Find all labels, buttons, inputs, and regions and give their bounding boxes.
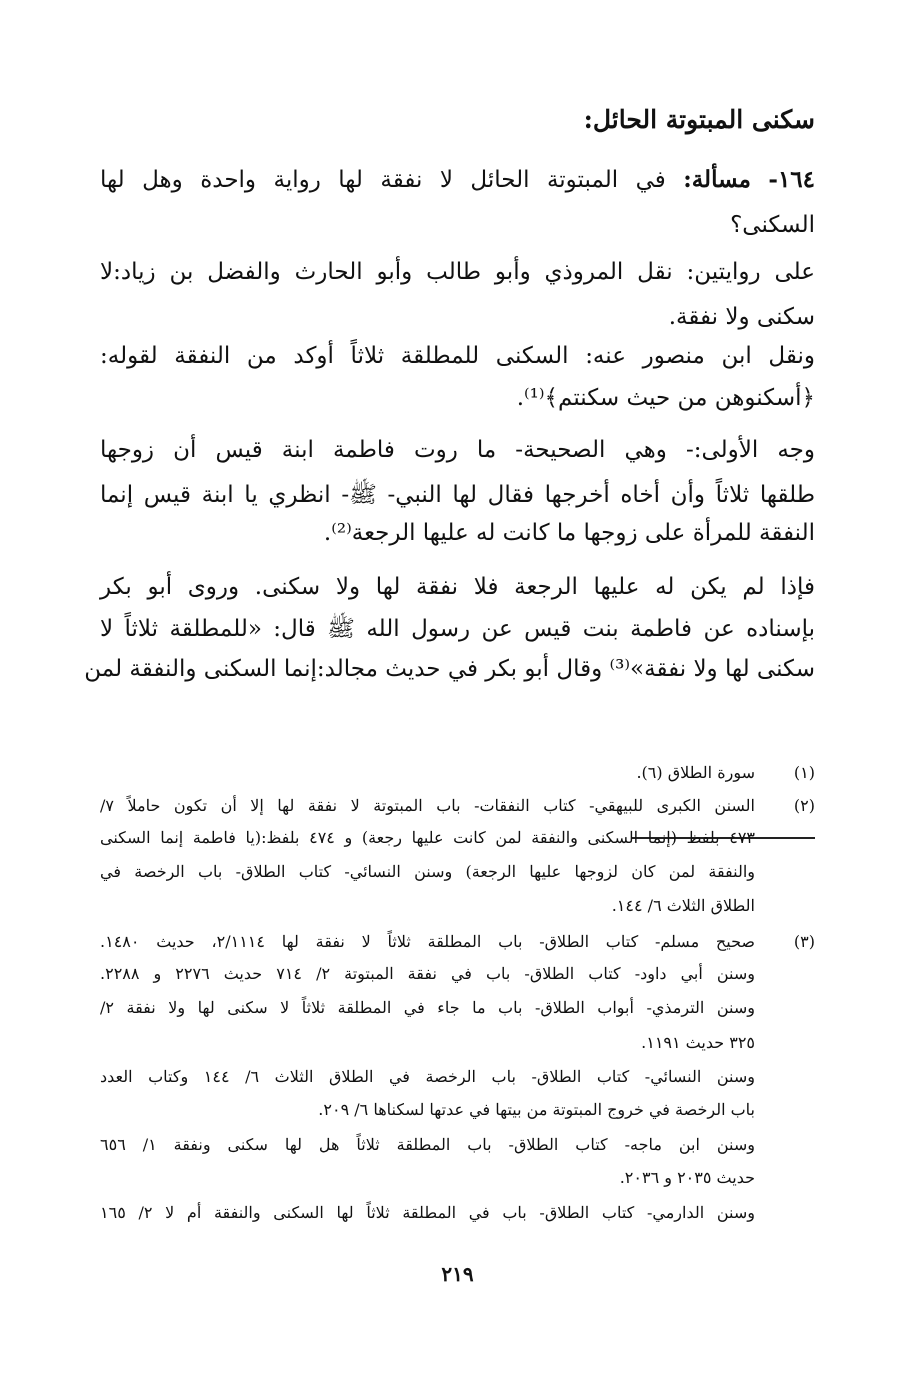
footnote-3-line-7: وسنن ابن ماجه- كتاب الطلاق- باب المطلقة ثلاثاً هل لها سكنى ونفقة ١/ ٦٥٦ [100, 1135, 755, 1154]
footnote-1: سورة الطلاق (٦). [636, 763, 755, 782]
footnote-2-line-2: ٤٧٣ بلفظ (إنما السكنى والنفقة لمن كانت عليها رجعة) و ٤٧٤ بلفظ:(يا فاطمة إنما السكنى [100, 828, 755, 847]
footnote-2-line-1: السنن الكبرى للبيهقي- كتاب النفقات- باب المبتوتة لا نفقة لها إلا أن تكون حاملاً ٧/ [100, 796, 755, 815]
footnote-number-2: (٢) [793, 796, 815, 815]
issue-label: مسألة: [683, 166, 751, 193]
footnote-3-line-8: حديث ٢٠٣٥ و ٢٠٣٦. [619, 1168, 755, 1187]
body-line-3: على روايتين: نقل المروذي وأبو طالب وأبو الحارث والفضل بن زياد:لا [100, 259, 815, 285]
body-line-6: ﴿أسكنوهن من حيث سكنتم﴾⁽¹⁾. [516, 385, 815, 411]
footnote-3-line-4: ٣٢٥ حديث ١١٩١. [641, 1033, 755, 1052]
section-heading: سكنى المبتوتة الحائل: [583, 105, 815, 134]
body-line-7: وجه الأولى:- وهي الصحيحة- ما روت فاطمة ابنة قيس أن زوجها [100, 437, 815, 463]
footnote-number-3: (٣) [793, 932, 815, 951]
body-line-9: النفقة للمرأة على زوجها ما كانت له عليها الرجعة⁽²⁾. [323, 520, 815, 546]
body-line-8: طلقها ثلاثاً وأن أخاه أخرجها فقال لها النبي- ﷺ- انظري يا ابنة قيس إنما [100, 482, 815, 508]
body-line-1 [100, 166, 815, 193]
body-line-12: سكنى لها ولا نفقة»⁽³⁾ وقال أبو بكر في حديث مجالد:إنما السكنى والنفقة لمن [84, 656, 815, 682]
issue-number: ١٦٤- [768, 166, 815, 193]
body-line-2: السكنى؟ [730, 212, 815, 238]
page-number: ٢١٩ [441, 1262, 474, 1286]
body-line-5: ونقل ابن منصور عنه: السكنى للمطلقة ثلاثاً أوكد من النفقة لقوله: [100, 343, 815, 369]
footnote-3-line-3: وسنن الترمذي- أبواب الطلاق- باب ما جاء في المطلقة ثلاثاً لا سكنى لها ولا نفقة ٢/ [100, 998, 755, 1017]
body-line-11: بإسناده عن فاطمة بنت قيس عن رسول الله ﷺ قال: «للمطلقة ثلاثاً لا [100, 616, 815, 642]
footnote-3-line-5: وسنن النسائي- كتاب الطلاق- باب الرخصة في الطلاق الثلاث ٦/ ١٤٤ وكتاب العدد [100, 1067, 755, 1086]
footnote-3-line-1: صحيح مسلم- كتاب الطلاق- باب المطلقة ثلاثاً لا نفقة لها ٢/١١١٤، حديث ١٤٨٠. [100, 932, 755, 951]
footnote-3-line-6: باب الرخصة في خروج المبتوتة من بيتها في عدتها لسكناها ٦/ ٢٠٩. [318, 1100, 755, 1119]
footnote-3-line-9: وسنن الدارمي- كتاب الطلاق- باب في المطلقة ثلاثاً لها السكنى والنفقة أم لا ٢/ ١٦٥ [100, 1203, 756, 1222]
footnote-3-line-2: وسنن أبي داود- كتاب الطلاق- باب في نفقة المبتوتة ٢/ ٧١٤ حديث ٢٢٧٦ و ٢٢٨٨. [100, 964, 756, 983]
body-line-4: سكنى ولا نفقة. [668, 304, 815, 330]
body-line-10: فإذا لم يكن له عليها الرجعة فلا نفقة لها ولا سكنى. وروى أبو بكر [100, 574, 815, 600]
footnote-number-1: (١) [793, 763, 815, 782]
footnote-2-line-3: والنفقة لمن كان لزوجها عليها الرجعة) وسنن النسائي- كتاب الطلاق- باب الرخصة في [100, 862, 755, 881]
footnote-2-line-4: الطلاق الثلاث ٦/ ١٤٤. [611, 896, 755, 915]
body-line-1-text: في المبتوتة الحائل لا نفقة لها رواية واحدة وهل لها [100, 167, 666, 193]
